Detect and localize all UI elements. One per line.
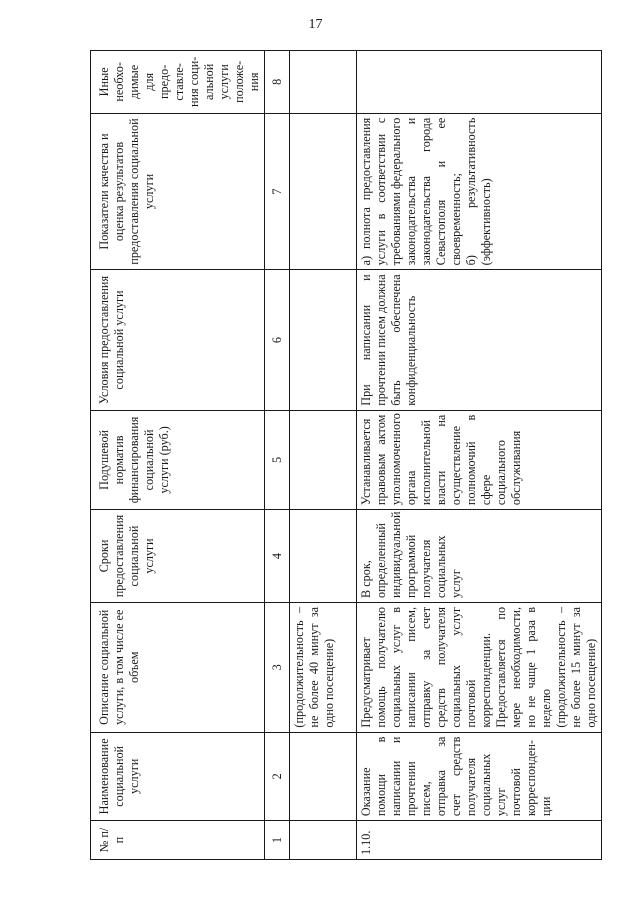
empty-cell [290, 113, 357, 270]
service-conditions: При написании и прочтении писем должна быть обеспечена конфиденциальность [357, 270, 602, 410]
column-number-row [265, 51, 290, 860]
header-service-name: Наименование социальной услуги [91, 732, 265, 821]
services-table [90, 50, 602, 860]
column-number: 3 [265, 602, 290, 732]
header-conditions: Условия предоставления социальной услуги [91, 270, 265, 410]
quality-item: б) результативность (эффективность) [464, 117, 493, 266]
service-other [357, 51, 602, 114]
column-number: 2 [265, 732, 290, 821]
rotated-table-container [90, 50, 598, 860]
service-terms: В срок, определенный индивидуальной программой получателя социальных услуг [357, 510, 602, 603]
service-name: Оказание помощи в написании и прочтении писем, отправка за счет средств получателя социальных услуг почтовой корреспонден-ции [357, 732, 602, 821]
table-row [357, 51, 602, 860]
empty-cell [290, 732, 357, 821]
empty-cell [290, 510, 357, 603]
service-quality [357, 113, 602, 270]
header-description: Описание социальной услуги, в том числе ее объем [91, 602, 265, 732]
empty-cell [290, 821, 357, 860]
column-number: 7 [265, 113, 290, 270]
column-number: 4 [265, 510, 290, 603]
header-terms: Сроки предоставления социальной услуги [91, 510, 265, 603]
column-number: 6 [265, 270, 290, 410]
header-other: Иные необхо-димые для предо-ставле-ния соци-альной услуги положе-ния [91, 51, 265, 114]
service-norm: Устанавливается правовым актом уполномоченного органа исполнительной власти на осуществление полномочий в сфере социального обслуживания [357, 410, 602, 509]
page-number: 17 [308, 17, 323, 32]
table-wrapper [90, 50, 598, 860]
header-row [91, 51, 265, 860]
service-description [357, 602, 602, 732]
description-paragraph: Предоставляется по мере необходимости, но не чаще 1 раза в неделю (продолжительность – не более 15 минут за одно посещение) [494, 606, 598, 728]
column-number: 5 [265, 410, 290, 509]
column-number: 8 [265, 51, 290, 114]
empty-cell [290, 51, 357, 114]
description-paragraph: Предусматривает помощь получателю социальных услуг в написании писем, отправку за счет средств получателя социальных услуг почтовой корреспонденции. [359, 606, 493, 728]
header-norm: Подушевой норматив финансирования социальной услуги (руб.) [91, 410, 265, 509]
header-quality: Показатели качества и оценка результатов предоставления социальной услуги [91, 113, 265, 270]
empty-cell [290, 410, 357, 509]
empty-cell [290, 270, 357, 410]
row-number: 1.10. [357, 821, 602, 860]
column-number: 1 [265, 821, 290, 860]
continuation-description: (продолжительность – не более 40 минут за одно посещение) [290, 602, 357, 732]
continuation-row [290, 51, 357, 860]
quality-item: а) полнота предоставления услуги в соответствии с требованиями федерального законодательства и законодательства города Севастополя и ее своевременность; [359, 117, 463, 266]
header-number: № п/п [91, 821, 265, 860]
